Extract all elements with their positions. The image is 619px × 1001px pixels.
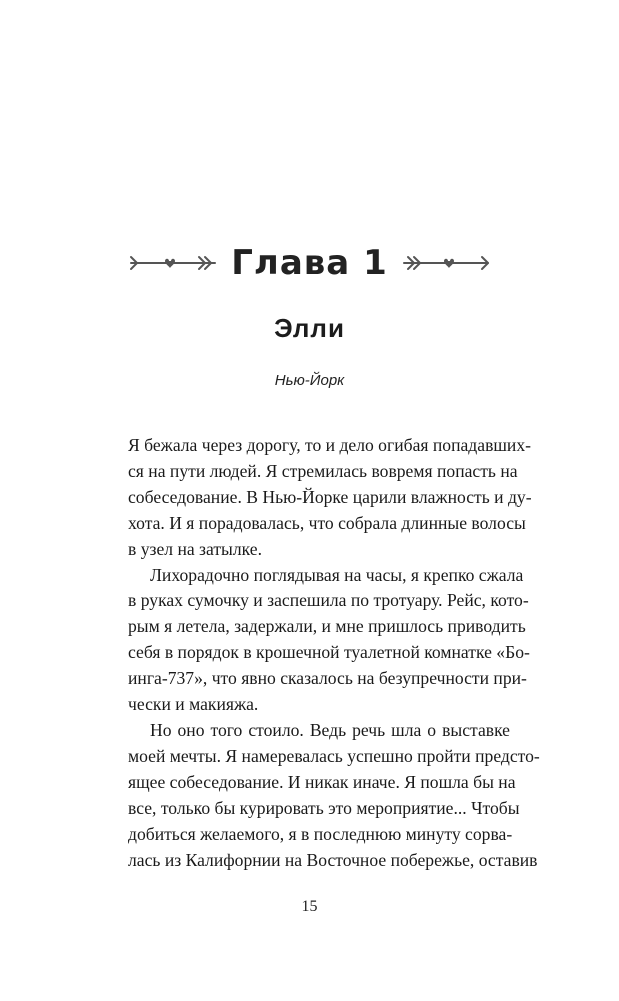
text-line: Я бежала через дорогу, то и дело огибая попадавших-	[128, 435, 531, 455]
arrow-heart-ornament-right-icon	[402, 253, 490, 273]
text-line: лась из Калифорнии на Восточное побережье, оставив	[128, 849, 538, 870]
text-line: инга-737», что явно сказалось на безупречности при-	[128, 668, 527, 689]
paragraph	[128, 718, 540, 873]
body-text	[128, 433, 540, 873]
text-line: моей мечты. Я намеревалась успешно пройти предсто-	[128, 745, 540, 766]
character-name: Элли	[274, 313, 345, 343]
location-subtitle: Нью-Йорк	[274, 372, 345, 389]
text-line: рым я летела, задержали, и мне пришлось приводить	[128, 616, 526, 637]
text-line: все, только бы курировать это мероприятие... Чтобы	[128, 797, 520, 818]
text-line: Лихорадочно поглядывая на часы, я крепко сжала	[150, 564, 524, 585]
text-line: в узел на затылке.	[128, 538, 262, 559]
paragraph	[128, 563, 530, 718]
page-number: 15	[301, 898, 318, 915]
text-line: ся на пути людей. Я стремилась вовремя попасть на	[128, 460, 518, 481]
text-line: в руках сумочку и заспешила по тротуару. Рейс, кото-	[128, 590, 529, 611]
chapter-heading	[0, 240, 619, 286]
text-line: хота. И я порадовалась, что собрала длинные волосы	[128, 512, 526, 533]
paragraph	[128, 433, 532, 563]
arrow-heart-ornament-left-icon	[129, 253, 217, 273]
text-line: добиться желаемого, я в последнюю минуту сорва-	[128, 823, 513, 844]
text-line: ящее собеседование. И никак иначе. Я пошла бы на	[128, 771, 516, 792]
text-line: себя в порядок в крошечной туалетной комнатке «Бо-	[128, 642, 530, 663]
text-line: собеседование. В Нью-Йорке царили влажность и ду-	[128, 486, 532, 507]
text-line: чески и макияжа.	[128, 694, 259, 715]
chapter-title: Глава 1	[231, 243, 388, 283]
text-line: Но оно того стоило. Ведь речь шла о выставке	[150, 719, 510, 740]
